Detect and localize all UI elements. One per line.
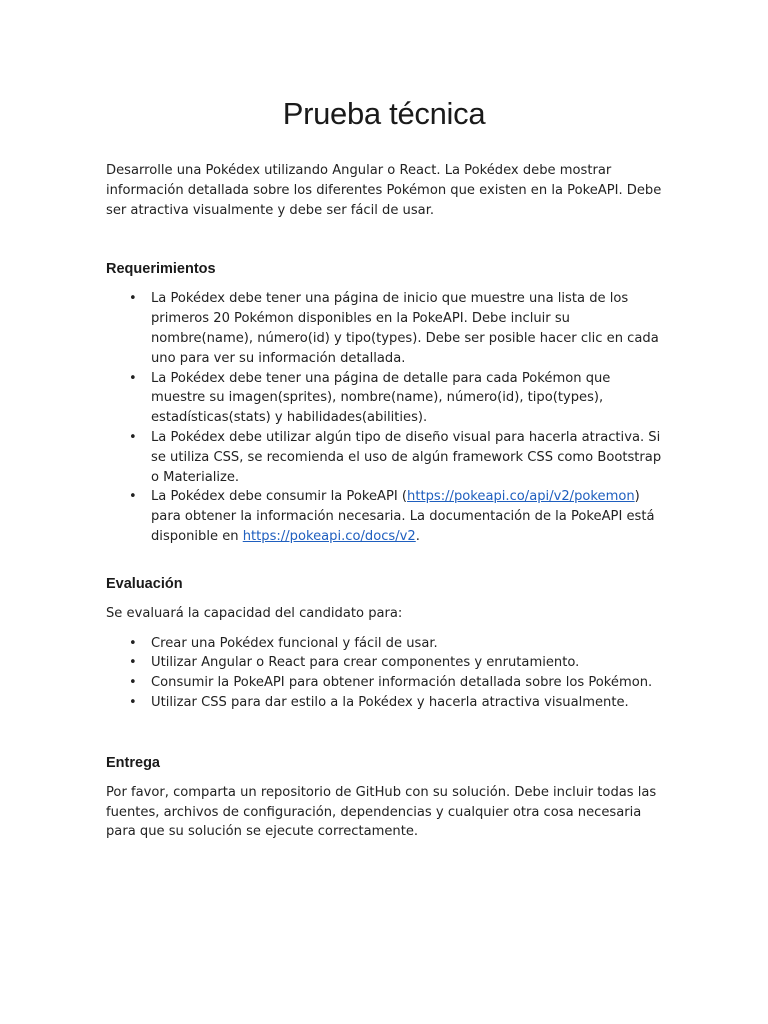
- bullet-icon: •: [129, 694, 137, 710]
- list-item-text: La Pokédex debe tener una página de detalle para cada Pokémon que muestre su imagen(sprites), nombre(name), número(id), tipo(types), estadísticas(stats) y habilidades(abilities).: [151, 370, 611, 426]
- delivery-heading: Entrega: [106, 754, 160, 771]
- bullet-icon: •: [129, 291, 137, 307]
- delivery-paragraph: Por favor, comparta un repositorio de GitHub con su solución. Debe incluir todas las fuentes, archivos de configuración, dependencias y cualquier otra cosa necesaria para que su solución se ejecute correctamente.: [106, 784, 657, 840]
- list-item: [129, 289, 662, 368]
- list-item: [129, 634, 662, 654]
- list-item-text: Utilizar CSS para dar estilo a la Pokédex y hacerla atractiva visualmente.: [151, 694, 629, 710]
- api-text-after: .: [415, 528, 420, 544]
- pokeapi-pokemon-link[interactable]: https://pokeapi.co/api/v2/pokemon: [407, 489, 635, 505]
- document-title: Prueba técnica: [282, 96, 486, 131]
- requirements-heading: Requerimientos: [106, 261, 216, 278]
- list-item-text: La Pokédex debe tener una página de inicio que muestre una lista de los primeros 20 Pokémon disponibles en la PokeAPI. Debe incluir su nombre(name), número(id) y tipo(types). Debe ser posible hacer clic en cada uno para ver su información detallada.: [151, 291, 659, 366]
- bullet-icon: •: [129, 370, 137, 386]
- list-item-text: Utilizar Angular o React para crear componentes y enrutamiento.: [151, 655, 580, 671]
- api-text-middle: ) para obtener la información necesaria. La documentación de la PokeAPI está disponible en: [151, 489, 655, 544]
- evaluation-list: [106, 634, 662, 713]
- requirements-list: [106, 289, 662, 546]
- list-item-text: Consumir la PokeAPI para obtener información detallada sobre los Pokémon.: [151, 675, 653, 691]
- list-item-text: Crear una Pokédex funcional y fácil de usar.: [151, 635, 438, 651]
- bullet-icon: •: [129, 675, 137, 691]
- list-item: [129, 673, 662, 693]
- list-item: [129, 653, 662, 673]
- bullet-icon: •: [129, 489, 137, 505]
- api-text-before: La Pokédex debe consumir la PokeAPI (: [151, 489, 408, 505]
- intro-paragraph: Desarrolle una Pokédex utilizando Angular o React. La Pokédex debe mostrar información detallada sobre los diferentes Pokémon que existen en la PokeAPI. Debe ser atractiva visualmente y debe ser fácil de usar.: [106, 163, 662, 218]
- list-item: [129, 428, 662, 487]
- pokeapi-docs-link[interactable]: https://pokeapi.co/docs/v2: [242, 528, 416, 544]
- evaluation-heading: Evaluación: [106, 575, 183, 592]
- list-item-text: La Pokédex debe utilizar algún tipo de diseño visual para hacerla atractiva. Si se utiliza CSS, se recomienda el uso de algún framework CSS como Bootstrap o Materialize.: [151, 429, 662, 485]
- bullet-icon: •: [129, 655, 137, 671]
- list-item: [129, 487, 662, 546]
- list-item: [129, 693, 662, 713]
- bullet-icon: •: [129, 635, 137, 651]
- list-item: [129, 369, 662, 428]
- bullet-icon: •: [129, 429, 137, 445]
- evaluation-intro: Se evaluará la capacidad del candidato para:: [106, 605, 403, 621]
